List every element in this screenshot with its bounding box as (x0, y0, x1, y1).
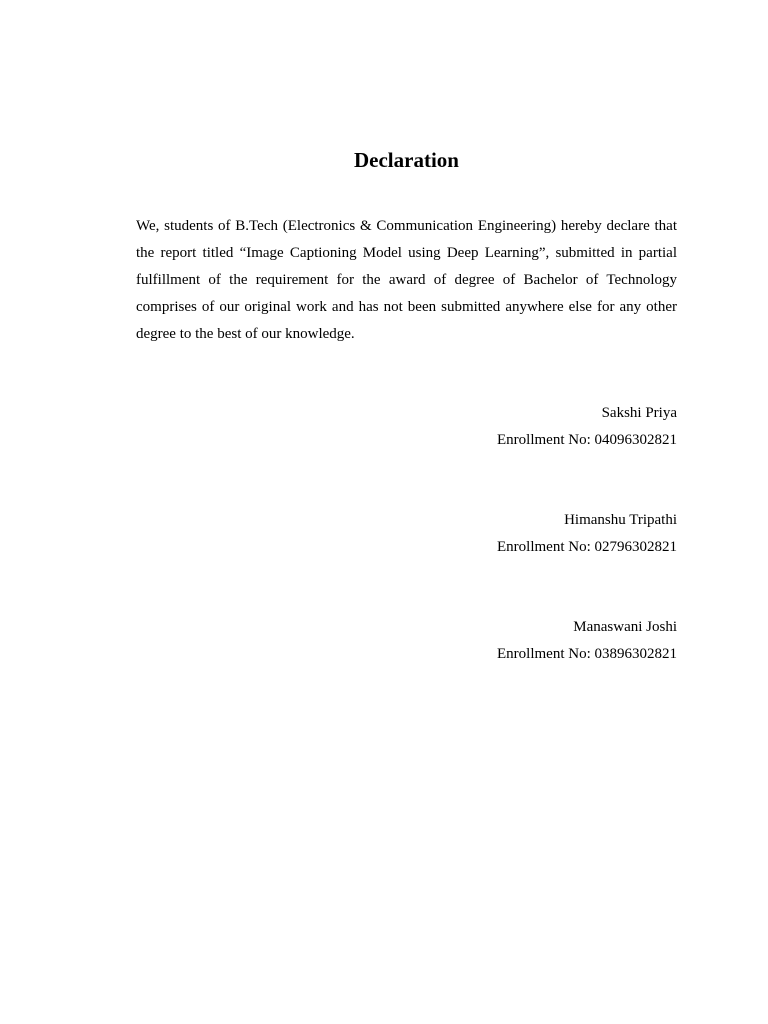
signatory-name: Himanshu Tripathi (564, 512, 677, 528)
signatory-block-3 (136, 614, 677, 721)
signatory-name: Manaswani Joshi (573, 619, 677, 635)
signatory-block-2 (136, 507, 677, 614)
signatory-name: Sakshi Priya (601, 405, 677, 421)
signatory-enrollment: Enrollment No: 04096302821 (497, 432, 677, 448)
declaration-paragraph: We, students of B.Tech (Electronics & Communication Engineering) hereby declare that the report titled “Image Captioning Model using Deep Learning”, submitted in partial fulfillment of the requirement for the award of degree of Bachelor of Technology comprises of our original work and has not been submitted anywhere else for any other degree to the best of our knowledge. (136, 218, 677, 342)
signatures-section (136, 400, 677, 721)
signatory-block-1 (136, 400, 677, 507)
signatory-enrollment: Enrollment No: 03896302821 (497, 646, 677, 662)
page-title: Declaration (354, 148, 459, 172)
signatory-enrollment: Enrollment No: 02796302821 (497, 539, 677, 555)
